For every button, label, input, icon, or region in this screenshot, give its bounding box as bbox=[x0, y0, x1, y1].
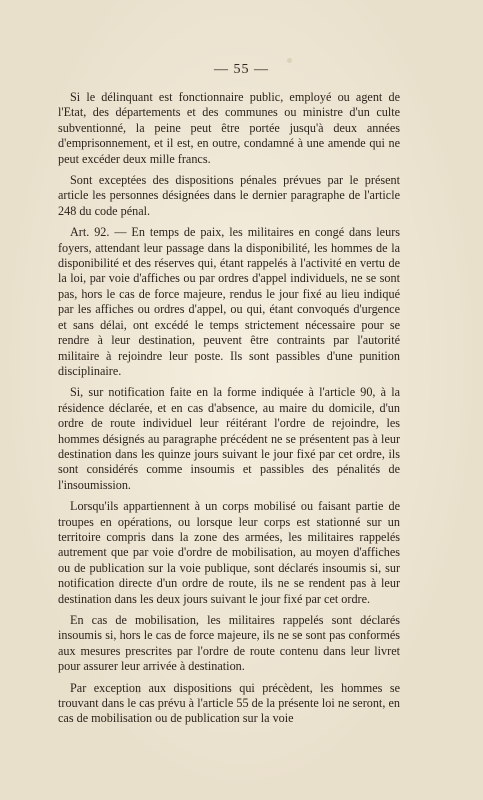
paragraph-exception-article-55: Par exception aux dispositions qui précèdent, les hommes se trouvant dans le cas prévu à l'article 55 de la présente loi ne seront, en cas de mobilisation ou de publication sur la voie bbox=[58, 680, 400, 726]
paragraph-mobilisation: En cas de mobilisation, les militaires rappelés sont déclarés insoumis si, hors le cas de force majeure, ils ne se sont pas conformés aux mesures prescrites par l'ordre de route contenu dans leur livret pour assurer leur arrivée à destination. bbox=[58, 613, 400, 674]
paragraph-exceptions: Sont exceptées des dispositions pénales prévues par le présent article les personnes désignées dans le dernier paragraphe de l'article 248 du code pénal. bbox=[58, 173, 400, 218]
paragraph-article-92: Art. 92. — En temps de paix, les militaires en congé dans leurs foyers, attendant leur passage dans la disponibilité, les hommes de la disponibilité et des réserves qui, étant rappelés à l'activité en vertu de la loi, par voie d'affiches ou par ordres d'appel individuels, ne se sont pas, hors le cas de force majeure, rendus le jour fixé au lieu indiqué par les affiches ou ordres d'appel, ou qui, étant convoqués d'urgence et sans délai, ont excédé le temps strictement nécessaire pour se rendre à leur destination, peuvent être contraints par l'autorité militaire à rejoindre leur poste. Ils sont passibles d'une punition disciplinaire. bbox=[58, 225, 400, 378]
paragraph-penalty-officials: Si le délinquant est fonctionnaire public, employé ou agent de l'Etat, des départements et des communes ou ministre d'un culte subventionné, la peine peut être portée jusqu'à deux années d'emprisonnement, et il est, en outre, condamné à une amende qui ne peut excéder deux mille francs. bbox=[58, 90, 400, 166]
body-text bbox=[58, 90, 400, 727]
paragraph-notification: Si, sur notification faite en la forme indiquée à l'article 90, à la résidence déclarée, et en cas d'absence, au maire du domicile, d'un ordre de route individuel leur réitérant l'ordre de rejoindre, les hommes désignés au paragraphe précédent ne se présentent pas à leur destination dans les quinze jours suivant le jour fixé par cet ordre, ils sont considérés comme insoumis et passibles des pénalités de l'insoumission. bbox=[58, 385, 400, 492]
paragraph-mobilized-corps: Lorsqu'ils appartiennent à un corps mobilisé ou faisant partie de troupes en opérations, ou lorsque leur corps est stationné sur un territoire compris dans la zone des armées, les militaires rappelés autrement que par voie d'ordre de mobilisation, au moyen d'affiches ou de publication sur la voie publique, sont déclarés insoumis si, sur notification directe d'un ordre de route, ils ne se rendent pas à leur destination dans les deux jours suivant le jour fixé par cet ordre. bbox=[58, 499, 400, 606]
page-number: — 55 — bbox=[214, 62, 269, 77]
